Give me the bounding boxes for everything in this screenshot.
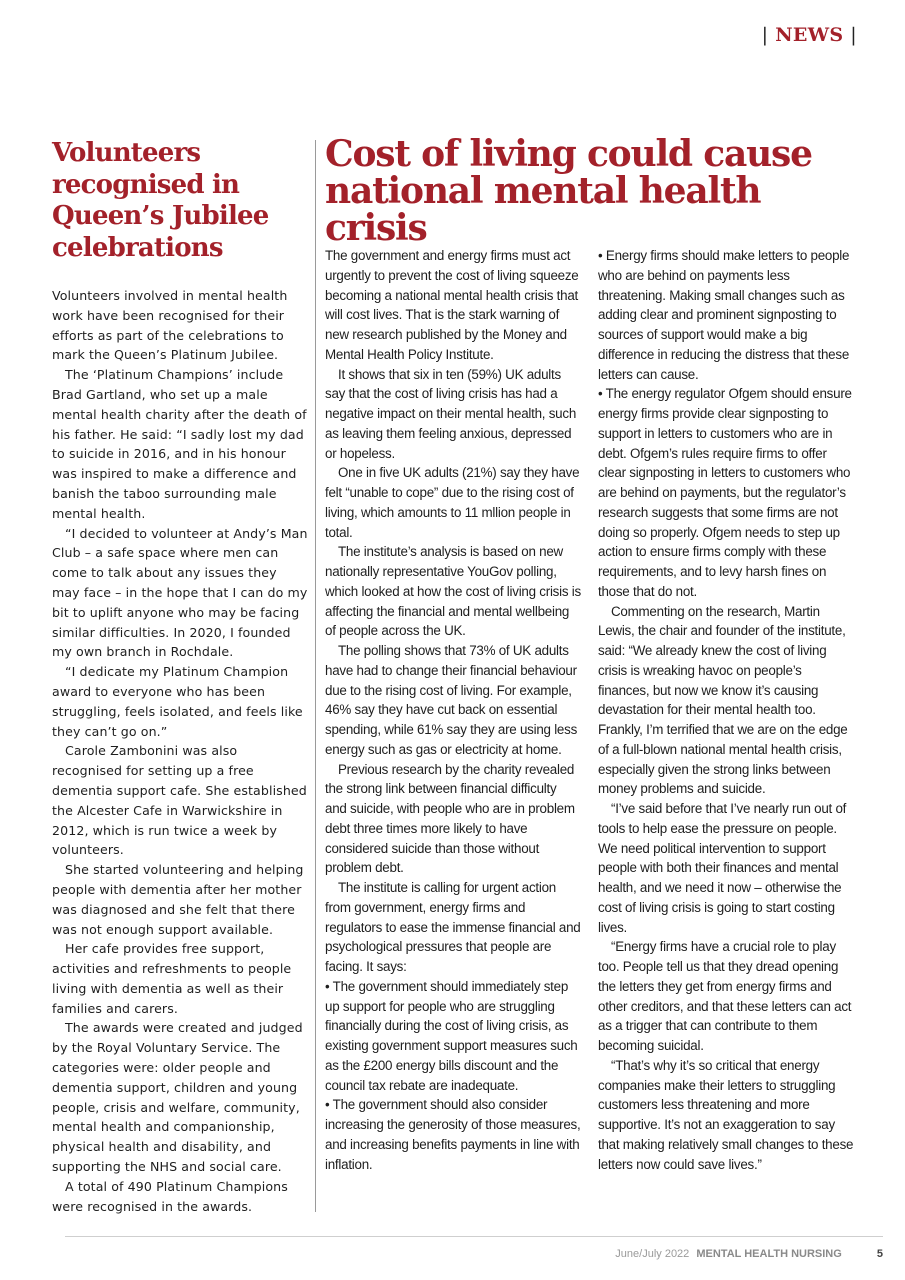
main-headline: Cost of living could cause national mental health crisis — [325, 133, 812, 249]
magazine-name: MENTAL HEALTH NURSING — [696, 1248, 842, 1260]
sidebar-headline: Volunteers recognised in Queen’s Jubilee celebrations — [52, 138, 269, 263]
bullet-item: • The government should immediately step up support for people who are struggling financially during the cost of living crisis, as existing government support measures such as the £200 energy bills discount and the council tax rebate are inadequate. — [325, 978, 578, 1093]
bullet-item: • The energy regulator Ofgem should ensure energy firms provide clear signposting to support in letters to customers who are in debt. Ofgem’s rules require firms to offer clear signposting in letters to customers who are behind on payments, but the regulator’s research suggests that some firms are not doing so properly. Ofgem needs to step up action to ensure firms comply with these requirements, and to levy harsh fines on those that do not. — [598, 386, 852, 599]
separator: | — [761, 24, 769, 46]
paragraph: One in five UK adults (21%) say they have felt “unable to cope” due to the rising cost of living, which amounts to 11 mllion people in total. — [325, 465, 580, 540]
paragraph: The awards were created and judged by the Royal Voluntary Service. The categories were: older people and dementia support, children and young people, crisis and welfare, community, mental health and companionship, physical health and disability, and supporting the NHS and social care. — [52, 1020, 303, 1175]
section-label: NEWS — [775, 24, 844, 46]
separator: | — [850, 24, 857, 46]
section-tag — [762, 24, 857, 46]
paragraph: Previous research by the charity revealed the strong link between financial difficulty and suicide, with people who are in problem debt three times more likely to have considered suicide than those without problem debt. — [325, 761, 575, 876]
paragraph: It shows that six in ten (59%) UK adults say that the cost of living crisis has had a negative impact on their mental health, such as leaving them feeling anxious, depressed or hopeless. — [325, 366, 577, 461]
main-article-column-1 — [325, 246, 581, 1174]
main-article-column-2 — [598, 246, 854, 1174]
sidebar-article-body — [52, 286, 308, 1216]
footer-rule — [65, 1236, 883, 1237]
issue-date: June/July 2022 — [615, 1248, 690, 1260]
paragraph: “Energy firms have a crucial role to play too. People tell us that they dread opening the letters they get from energy firms and other creditors, and that these letters can act as a trigger that can contribute to them becoming suicidal. — [598, 939, 852, 1053]
paragraph: Carole Zambonini was also recognised for setting up a free dementia support cafe. She established the Alcester Cafe in Warwickshire in 2012, which is run twice a week by volunteers. — [52, 743, 307, 858]
paragraph: “I dedicate my Platinum Champion award to everyone who has been struggling, feels isolated, and feels like they can’t go on.” — [52, 664, 303, 739]
paragraph: The polling shows that 73% of UK adults have had to change their financial behaviour due to the rising cost of living. For example, 46% say they have cut back on essential spending, while 61% say they are using less energy such as gas or electricity at home. — [325, 643, 578, 757]
bullet-item: • Energy firms should make letters to people who are behind on payments less threatening. Making small changes such as adding clear and prominent signposting to sources of support would make a big difference in reducing the distress that these letters can cause. — [598, 248, 850, 382]
paragraph: A total of 490 Platinum Champions were recognised in the awards. — [52, 1178, 288, 1214]
page-footer — [615, 1248, 883, 1260]
paragraph: She started volunteering and helping people with dementia after her mother was diagnosed and she felt that there was not enough support available. — [52, 862, 304, 937]
paragraph: Commenting on the research, Martin Lewis, the chair and founder of the institute, said: “We already knew the cost of living crisis is wreaking havoc on people’s finances, but now we know it’s causing devastation for their mental health too. Frankly, I’m terrified that we are on the edge of a full-blown national mental health crisis, especially given the strong links between money problems and suicide. — [598, 603, 848, 797]
paragraph: The government and energy firms must act urgently to prevent the cost of living squeeze becoming a national mental health crisis that will cost lives. That is the stark warning of new research published by the Money and Mental Health Policy Institute. — [325, 248, 579, 362]
paragraph: The ‘Platinum Champions’ include Brad Gartland, who set up a male mental health charity after the death of his father. He said: “I sadly lost my dad to suicide in 2016, and in his honour was inspired to make a difference and banish the taboo surrounding male mental health. — [52, 367, 307, 521]
paragraph: Her cafe provides free support, activities and refreshments to people living with dementia as well as their families and carers. — [52, 941, 292, 1016]
paragraph: The institute’s analysis is based on new nationally representative YouGov polling, which looked at how the cost of living crisis is affecting the financial and mental wellbeing of people across the UK. — [325, 544, 581, 639]
page-number: 5 — [876, 1248, 883, 1260]
paragraph: Volunteers involved in mental health work have been recognised for their efforts as part of the celebrations to mark the Queen’s Platinum Jubilee. — [52, 288, 288, 363]
paragraph: “That’s why it’s so critical that energy companies make their letters to struggling customers less threatening and more supportive. It’s not an exaggeration to say that making relatively small changes to these letters now could save lives.” — [598, 1057, 854, 1172]
bullet-item: • The government should also consider increasing the generosity of those measures, and increasing benefits payments in line with inflation. — [325, 1097, 581, 1172]
paragraph: “I’ve said before that I’ve nearly run out of tools to help ease the pressure on people. We need political intervention to support people with both their finances and mental health, and we need it now – otherwise the cost of living crisis is going to start costing lives. — [598, 801, 847, 935]
paragraph: “I decided to volunteer at Andy’s Man Club – a safe space where men can come to talk about any issues they may face – in the hope that I can do my bit to uplift anyone who may be facing similar difficulties. In 2020, I founded my own branch in Rochdale. — [52, 525, 308, 660]
paragraph: The institute is calling for urgent action from government, energy firms and regulators to ease the immense financial and psychological pressures that people are facing. It says: — [325, 880, 581, 974]
column-divider — [315, 140, 316, 1212]
